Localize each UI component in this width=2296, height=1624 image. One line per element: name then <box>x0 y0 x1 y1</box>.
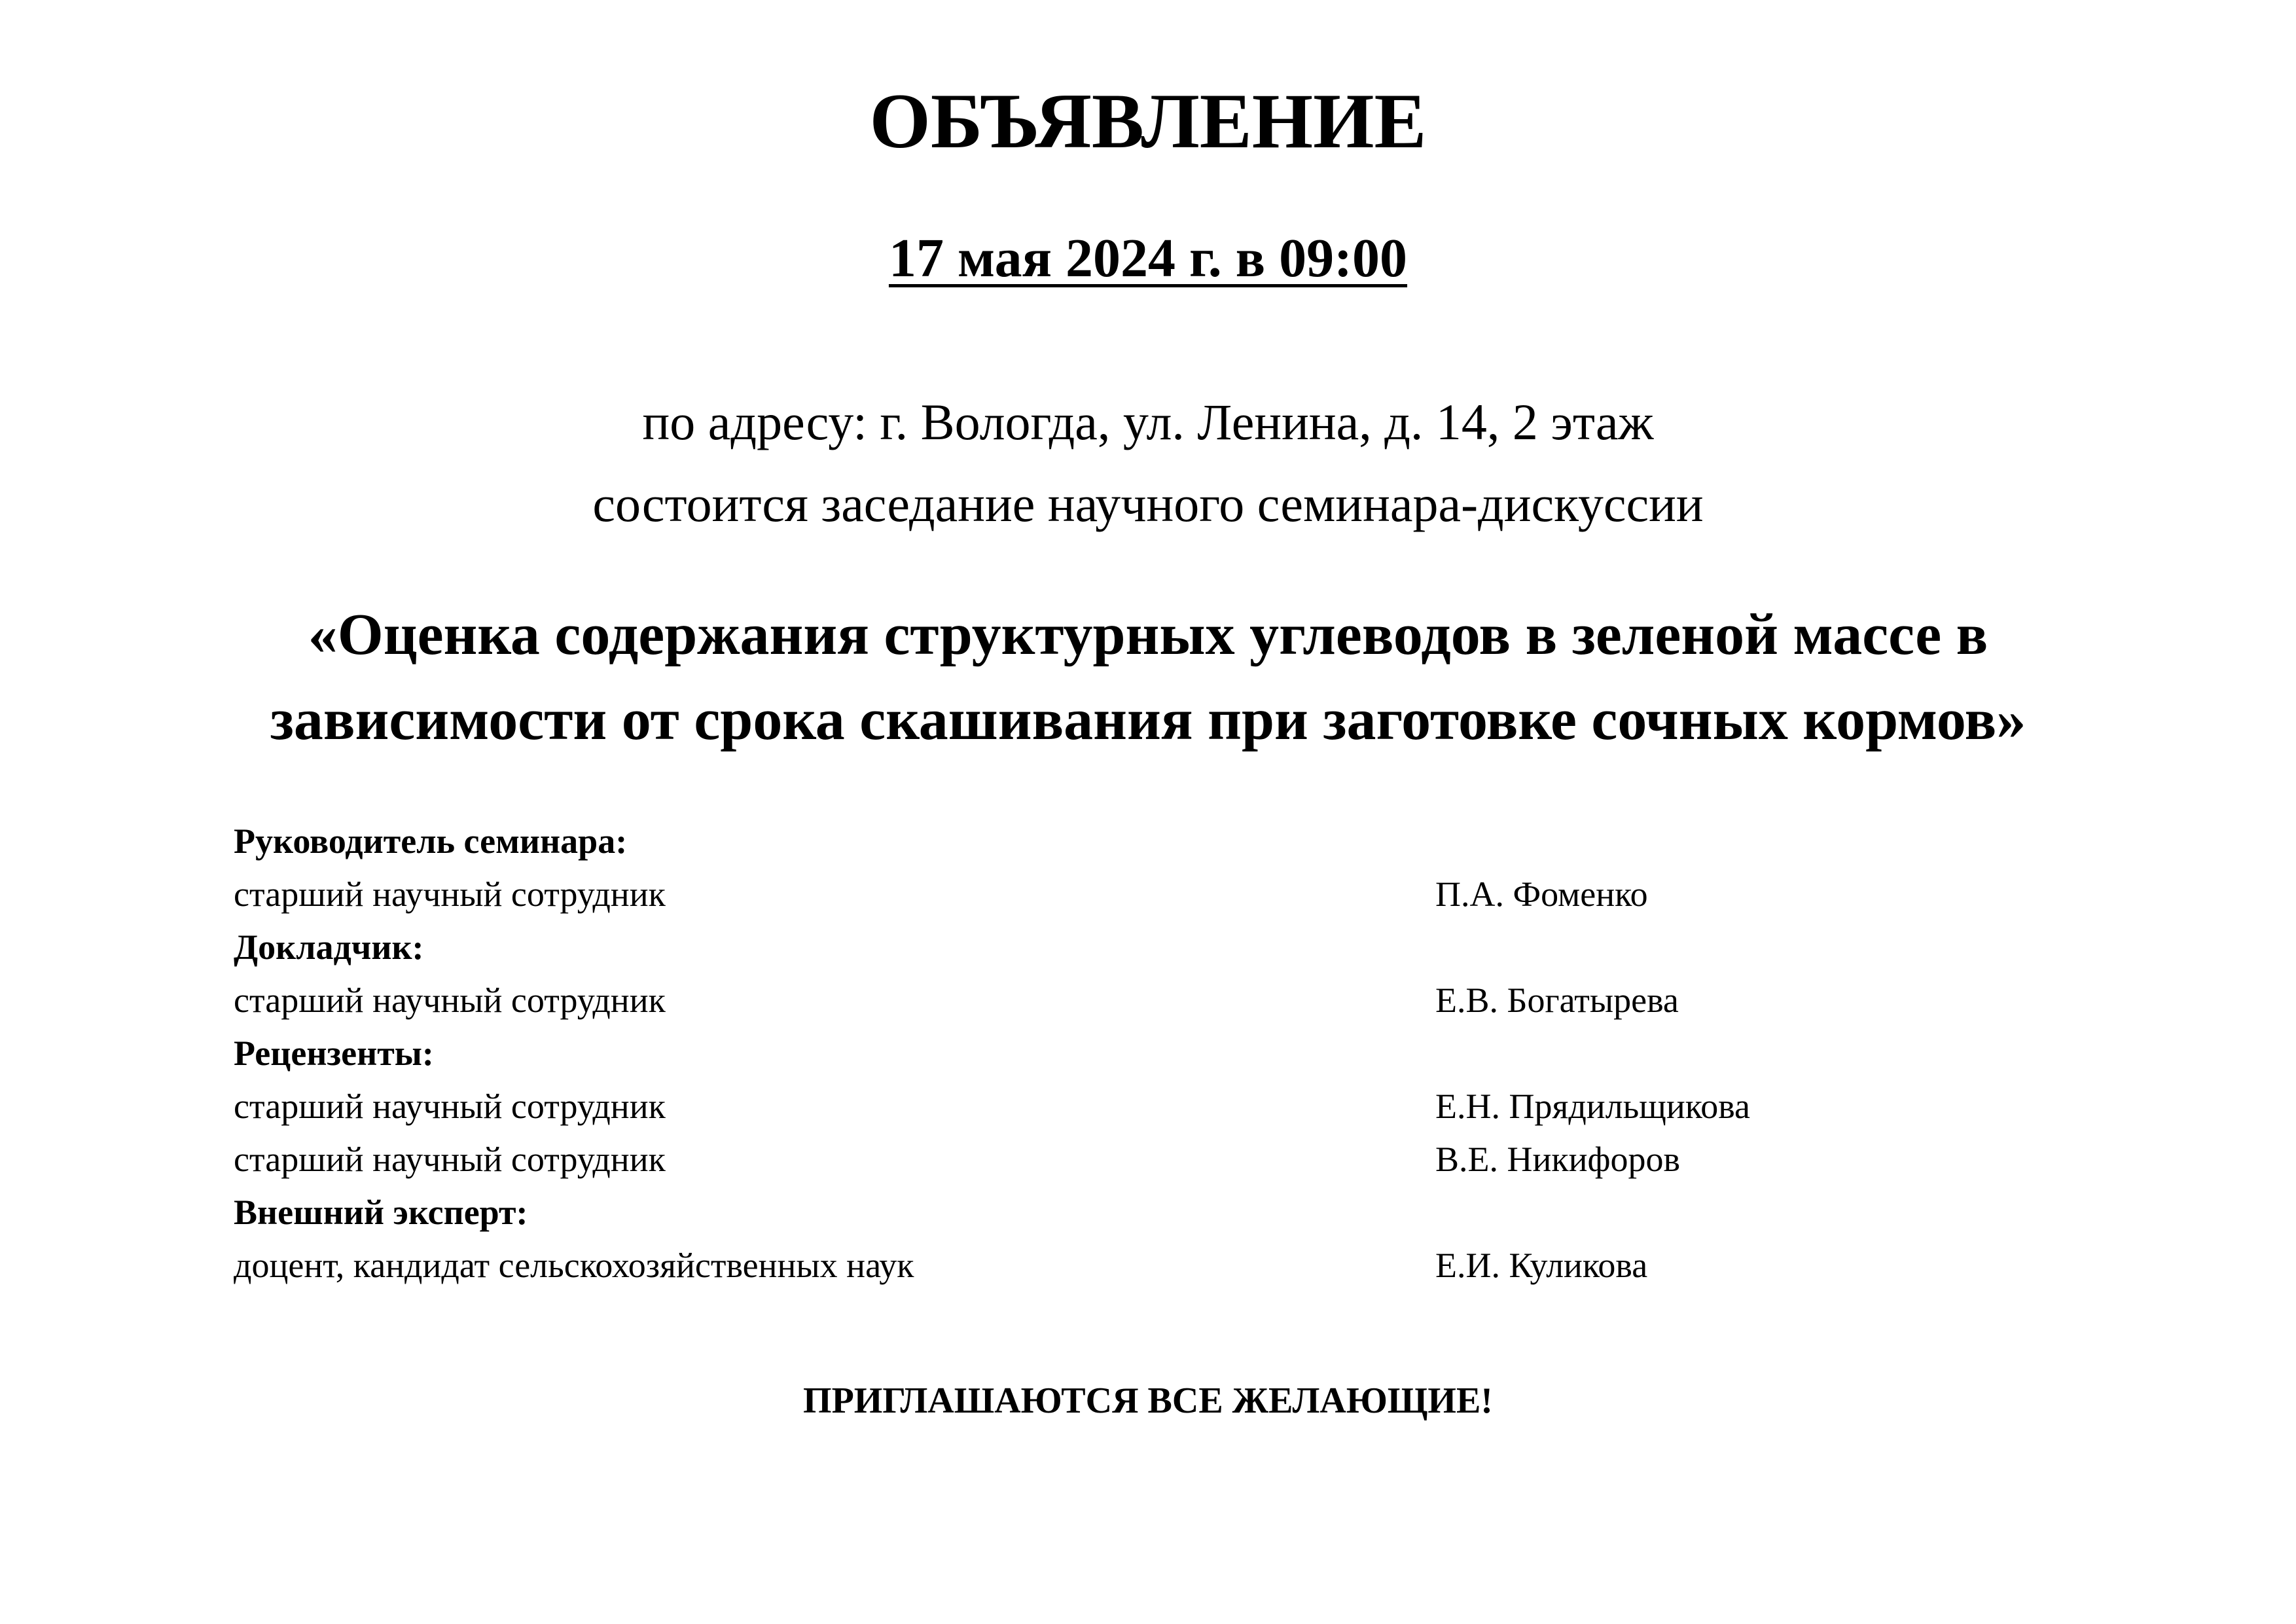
role-heading-external-expert: Внешний эксперт: <box>234 1193 528 1232</box>
participant-name: П.А. Фоменко <box>1435 875 1648 914</box>
seminar-topic-line-2: зависимости от срока скашивания при заготовке сочных кормов» <box>270 687 2026 752</box>
participant-position: доцент, кандидат сельскохозяйственных наук <box>234 1246 914 1285</box>
event-datetime: 17 мая 2024 г. в 09:00 <box>888 228 1408 289</box>
participant-row <box>234 868 1870 921</box>
role-heading-supervisor: Руководитель семинара: <box>234 821 628 861</box>
invitation-text: ПРИГЛАШАЮТСЯ ВСЕ ЖЕЛАЮЩИЕ! <box>803 1380 1493 1421</box>
role-heading-reviewers: Рецензенты: <box>234 1034 434 1073</box>
document-title: ОБЪЯВЛЕНИЕ <box>869 77 1427 164</box>
event-type: состоится заседание научного семинара-дискуссии <box>592 475 1704 532</box>
participants-list <box>234 815 1870 1292</box>
participant-row <box>234 1239 1870 1292</box>
seminar-topic-line-1: «Оценка содержания структурных углеводов в зеленой массе в <box>308 602 1988 667</box>
participant-name: Е.Н. Прядильщикова <box>1435 1087 1750 1126</box>
event-address: по адресу: г. Вологда, ул. Ленина, д. 14, 2 этаж <box>642 393 1654 450</box>
participant-position: старший научный сотрудник <box>234 1087 666 1126</box>
participant-name: В.Е. Никифоров <box>1435 1140 1681 1179</box>
participant-position: старший научный сотрудник <box>234 981 666 1020</box>
participant-row <box>234 974 1870 1027</box>
participant-row <box>234 1133 1870 1186</box>
participant-name: Е.И. Куликова <box>1435 1246 1648 1285</box>
participant-position: старший научный сотрудник <box>234 875 666 914</box>
participant-position: старший научный сотрудник <box>234 1140 666 1179</box>
role-heading-speaker: Докладчик: <box>234 928 424 967</box>
participant-name: Е.В. Богатырева <box>1435 981 1679 1020</box>
seminar-topic <box>0 592 2296 763</box>
participant-row <box>234 1080 1870 1133</box>
